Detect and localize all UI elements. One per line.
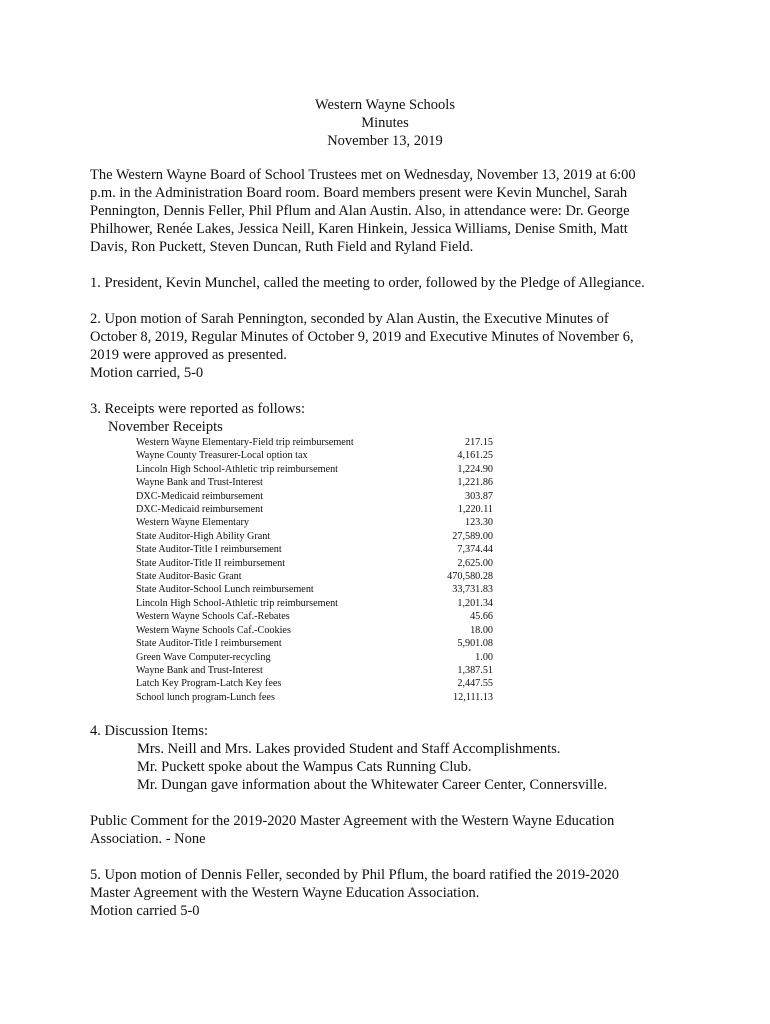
receipt-description: School lunch program-Lunch fees — [136, 691, 275, 703]
receipt-amount: 7,374.44 — [457, 544, 493, 556]
item-1-call-to-order: 1. President, Kevin Munchel, called the meeting to order, followed by the Pledge of Allegiance. — [90, 275, 645, 291]
receipt-amount: 33,731.83 — [452, 584, 493, 596]
receipt-row — [136, 476, 493, 489]
receipt-amount: 1,387.51 — [457, 664, 493, 676]
receipt-description: State Auditor-High Ability Grant — [136, 530, 271, 542]
receipt-description: Wayne Bank and Trust-Interest — [136, 477, 263, 489]
receipt-description: State Auditor-Title I reimbursement — [136, 544, 282, 556]
receipt-row — [136, 557, 493, 570]
receipt-row — [136, 610, 493, 623]
receipt-row — [136, 516, 493, 529]
receipt-description: DXC-Medicaid reimbursement — [136, 504, 264, 516]
receipt-description: Western Wayne Elementary — [136, 517, 250, 529]
receipt-row — [136, 543, 493, 556]
discussion-item: Mrs. Neill and Mrs. Lakes provided Student and Staff Accomplishments. — [137, 741, 561, 758]
receipt-row — [136, 490, 493, 503]
meeting-date: November 13, 2019 — [327, 133, 443, 149]
item-3-receipts-intro: 3. Receipts were reported as follows: — [90, 401, 306, 417]
receipt-amount: 4,161.25 — [457, 450, 493, 462]
receipt-amount: 470,580.28 — [447, 571, 493, 583]
receipt-row — [136, 691, 493, 704]
receipt-row — [136, 449, 493, 462]
public-comment: Public Comment for the 2019-2020 Master Agreement with the Western Wayne Education Association. - None — [90, 813, 615, 848]
receipt-amount: 12,111.13 — [453, 691, 493, 703]
receipt-row — [136, 463, 493, 476]
receipt-row — [136, 530, 493, 543]
receipt-amount: 1,220.11 — [457, 504, 493, 516]
receipt-row — [136, 597, 493, 610]
receipt-description: Western Wayne Schools Caf.-Cookies — [136, 624, 291, 636]
receipt-description: Western Wayne Schools Caf.-Rebates — [136, 611, 290, 623]
receipt-description: Western Wayne Elementary-Field trip reimbursement — [136, 437, 354, 448]
receipt-row — [136, 677, 493, 690]
receipt-description: State Auditor-Title II reimbursement — [136, 557, 286, 569]
receipts-subheading: November Receipts — [108, 419, 223, 435]
document-type: Minutes — [361, 115, 409, 131]
receipt-description: Latch Key Program-Latch Key fees — [136, 678, 282, 690]
item-4-discussion-heading: 4. Discussion Items: — [90, 723, 209, 740]
receipt-description: Green Wave Computer-recycling — [136, 651, 271, 663]
receipt-description: Lincoln High School-Athletic trip reimbursement — [136, 463, 339, 475]
receipt-amount: 5,901.08 — [457, 638, 493, 650]
receipt-amount: 2,447.55 — [457, 678, 493, 690]
receipt-row — [136, 570, 493, 583]
receipt-row — [136, 436, 493, 449]
receipt-row — [136, 624, 493, 637]
discussion-item: Mr. Puckett spoke about the Wampus Cats Running Club. — [137, 759, 472, 776]
receipt-row — [136, 637, 493, 650]
item-2-motion-result: Motion carried, 5-0 — [90, 365, 204, 381]
item-2-minutes-approval: 2. Upon motion of Sarah Pennington, seconded by Alan Austin, the Executive Minutes of October 8, 2019, Regular Minutes of October 9, 2019 and Executive Minutes of November 6, 2019 were approved as presented. — [90, 311, 634, 363]
receipt-description: DXC-Medicaid reimbursement — [136, 490, 264, 502]
receipt-row — [136, 651, 493, 664]
receipt-amount: 18.00 — [470, 624, 493, 636]
receipts-table — [136, 436, 493, 704]
receipt-description: Lincoln High School-Athletic trip reimbursement — [136, 597, 339, 609]
receipt-amount: 1,221.86 — [457, 477, 493, 489]
receipt-amount: 1,224.90 — [457, 463, 493, 475]
item-5-motion-result: Motion carried 5-0 — [90, 903, 200, 920]
receipt-row — [136, 583, 493, 596]
minutes-body — [90, 166, 690, 920]
receipt-amount: 2,625.00 — [457, 557, 493, 569]
receipt-amount: 27,589.00 — [452, 530, 493, 542]
organization-name: Western Wayne Schools — [315, 97, 455, 113]
receipt-description: State Auditor-Title I reimbursement — [136, 638, 282, 650]
receipt-amount: 217.15 — [464, 437, 493, 448]
receipt-description: State Auditor-School Lunch reimbursement — [136, 584, 314, 596]
receipt-amount: 45.66 — [470, 611, 493, 623]
document-header — [0, 96, 770, 150]
discussion-item: Mr. Dungan gave information about the Whitewater Career Center, Connersville. — [137, 777, 608, 794]
receipt-description: Wayne County Treasurer-Local option tax — [136, 450, 308, 462]
intro-paragraph: The Western Wayne Board of School Trustees met on Wednesday, November 13, 2019 at 6:00 p.m. in the Administration Board room. Board members present were Kevin Munchel, Sarah Pennington, Dennis Feller, Phil Pflum and Alan Austin. Also, in attendance were: Dr. George Philhower, Renée Lakes, Jessica Neill, Karen Hinkein, Jessica Williams, Denise Smith, Matt Davis, Ron Puckett, Steven Duncan, Ruth Field and Ryland Field. — [90, 167, 636, 255]
item-5-master-agreement: 5. Upon motion of Dennis Feller, seconded by Phil Pflum, the board ratified the 2019-2020 Master Agreement with the Western Wayne Education Association. — [90, 867, 619, 902]
receipt-row — [136, 503, 493, 516]
receipt-description: State Auditor-Basic Grant — [136, 571, 242, 583]
receipt-row — [136, 664, 493, 677]
receipt-amount: 1.00 — [475, 651, 493, 663]
receipt-amount: 303.87 — [464, 490, 493, 502]
receipt-amount: 1,201.34 — [457, 597, 493, 609]
receipt-amount: 123.30 — [464, 517, 493, 529]
receipt-description: Wayne Bank and Trust-Interest — [136, 664, 263, 676]
